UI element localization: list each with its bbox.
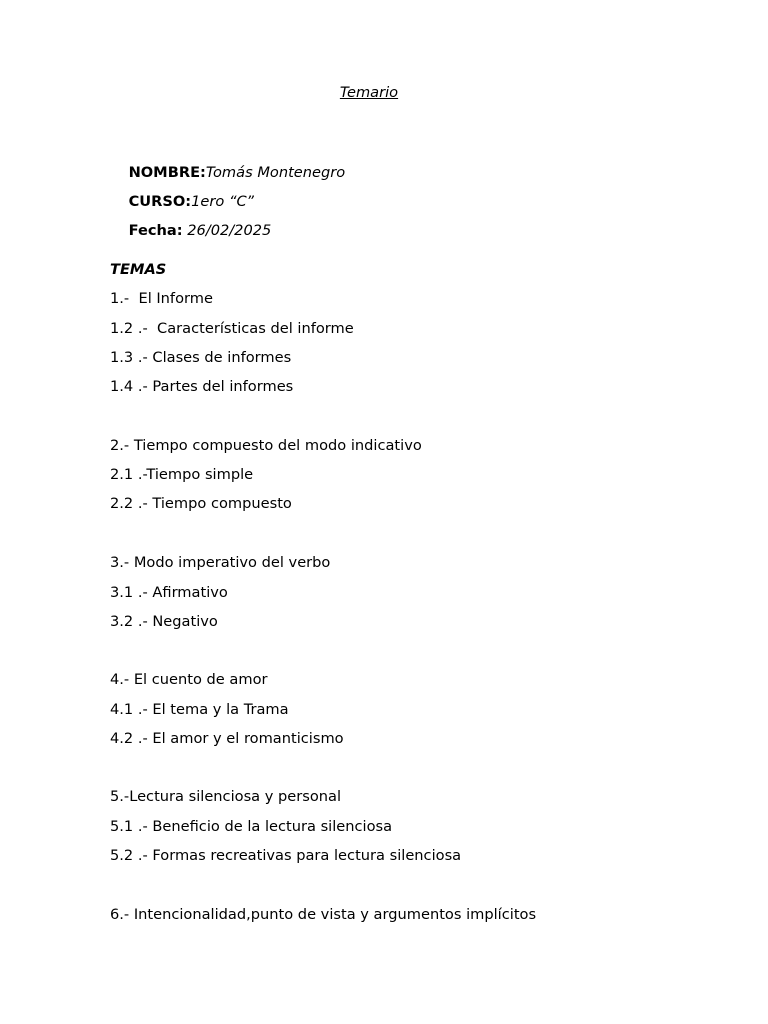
name-value: Tomás Montenegro [205, 164, 346, 181]
document-title: Temario [339, 84, 399, 101]
topic-item: 6.- Intencionalidad,punto de vista y argumentos implícitos [110, 906, 537, 923]
course-value: 1ero “C” [191, 193, 254, 210]
name-label: NOMBRE: [128, 164, 206, 181]
topic-item: 2.- Tiempo compuesto del modo indicativo [110, 437, 422, 454]
topic-item: 2.2 .- Tiempo compuesto [110, 495, 292, 512]
topic-item: 1.4 .- Partes del informes [110, 378, 294, 395]
topic-item: 3.- Modo imperativo del verbo [110, 554, 331, 571]
date-value: 26/02/2025 [182, 222, 272, 239]
topic-item: 3.1 .- Afirmativo [110, 584, 228, 601]
topic-item: 3.2 .- Negativo [110, 613, 218, 630]
topic-item: 4.2 .- El amor y el romanticismo [110, 730, 344, 747]
topic-item: 5.-Lectura silenciosa y personal [110, 788, 342, 805]
course-label: CURSO: [128, 193, 192, 210]
student-date-line [110, 201, 271, 261]
topic-item: 4.- El cuento de amor [110, 671, 268, 688]
date-label: Fecha: [128, 222, 183, 239]
topic-item: 1.2 .- Características del informe [110, 320, 354, 337]
topic-item: 4.1 .- El tema y la Trama [110, 701, 289, 718]
topic-item: 1.3 .- Clases de informes [110, 349, 292, 366]
topic-item: 5.1 .- Beneficio de la lectura silenciosa [110, 818, 393, 835]
topic-item: 1.- El Informe [110, 290, 213, 307]
topics-heading: TEMAS [110, 261, 167, 278]
topic-item: 2.1 .-Tiempo simple [110, 466, 254, 483]
topic-item: 5.2 .- Formas recreativas para lectura silenciosa [110, 847, 462, 864]
